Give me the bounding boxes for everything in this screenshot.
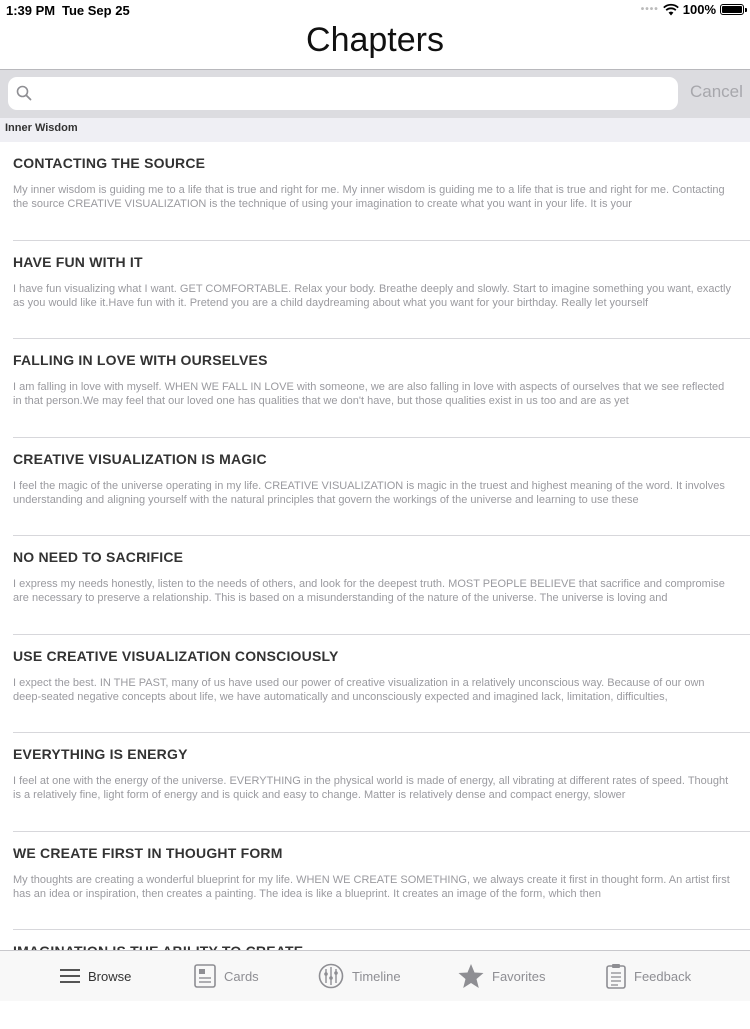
chapter-title: CONTACTING THE SOURCE [13,155,206,171]
page-title: Chapters [306,21,444,59]
status-time: 1:39 PM [6,3,56,18]
section-header: Inner Wisdom [0,118,750,142]
chapter-excerpt: I expect the best. IN THE PAST, many of us have used our power of creative visualization in a relatively unconscious way. Because of our own deep-seated negative concepts about life, we have automatically and unconsciously expected and imagined lack, limitation, difficulties, [13,676,705,703]
search-bar [0,69,750,119]
chapter-title: FALLING IN LOVE WITH OURSELVES [13,352,268,368]
chapter-row[interactable] [13,438,750,537]
chapter-excerpt: My inner wisdom is guiding me to a life that is true and right for me. My inner wisdom is guiding me to a life that is true and right for me. Contacting the source CREATIVE VISUALIZATION is the technique of using your imagination to create what you want in your life. It is your [13,184,725,210]
tab-favorites[interactable] [458,951,545,1001]
cards-icon [194,964,216,988]
chapter-row[interactable] [13,733,750,832]
status-bar [0,0,750,20]
tab-label: Cards [224,968,259,984]
chapter-excerpt: I feel at one with the energy of the universe. EVERYTHING in the physical world is made of energy, all vibrating at different rates of speed. Thought is a relatively fine, light form of energy and is quick and easy to change. Matter is relatively dense and compact energy, slower [13,775,729,801]
battery-icon [720,4,744,15]
tab-bar [0,950,750,1001]
chapter-row[interactable] [13,241,750,340]
chapter-title: CREATIVE VISUALIZATION IS MAGIC [13,450,267,467]
tab-timeline[interactable] [318,951,401,1001]
search-input[interactable] [40,77,674,112]
chapter-row[interactable] [13,142,750,241]
chapter-title: NO NEED TO SACRIFICE [13,549,184,565]
chapter-row[interactable] [13,536,750,635]
battery-fill [722,6,742,13]
chapter-excerpt: I feel the magic of the universe operating in my life. CREATIVE VISUALIZATION is magic in the truest and highest meaning of the word. It involves understanding and aligning yourself with the natural principles that govern the workings of the universe and learning to use these [13,479,725,506]
tab-browse[interactable] [60,951,131,1001]
list-icon [60,968,80,984]
battery-percent: 100% [682,2,716,17]
search-icon [16,85,32,101]
tab-label: Feedback [634,968,692,984]
wifi-icon [663,4,679,16]
search-field[interactable] [8,77,678,110]
signal-dots: •••• [640,4,659,15]
status-right [641,2,744,17]
clipboard-icon [606,963,626,989]
cancel-button[interactable]: Cancel [690,82,743,101]
chapter-excerpt: I have fun visualizing what I want. GET COMFORTABLE. Relax your body. Breathe deeply and slowly. Start to imagine something you want, exactly as you would like it.Have fun with it. Pretend you are a child daydreaming about what you want for your birthday. Really let yourself [13,282,731,309]
chapter-title: HAVE FUN WITH IT [13,253,143,270]
chapter-row[interactable] [13,832,750,931]
tab-feedback[interactable] [606,951,691,1001]
tab-label: Timeline [352,968,401,984]
chapter-excerpt: My thoughts are creating a wonderful blueprint for my life. WHEN WE CREATE SOMETHING, we always create it first in thought form. An artist first has an idea or inspiration, then creates a painting. The idea is like a blueprint. It creates an image of the form, which then [13,873,730,900]
status-date: Tue Sep 25 [62,3,130,18]
chapter-list[interactable] [0,142,750,950]
tab-cards[interactable] [194,951,259,1001]
chapter-excerpt: I am falling in love with myself. WHEN WE FALL IN LOVE with someone, we are also falling in love with aspects of ourselves that we see reflected in that person.We may feel that our loved one has qualities that we don't have, but those qualities exist in us too and are as yet [13,381,725,407]
navigation-bar [0,20,750,69]
chapter-title: USE CREATIVE VISUALIZATION CONSCIOUSLY [13,647,339,664]
chapter-title: WE CREATE FIRST IN THOUGHT FORM [13,844,283,861]
tab-label: Favorites [492,968,546,984]
timeline-icon [318,963,344,989]
chapter-excerpt: I express my needs honestly, listen to the needs of others, and look for the deepest truth. MOST PEOPLE BELIEVE that sacrifice and compromise are necessary to preserve a relationship. This is based on a misunderstanding of the nature of the universe. The universe is loving and [13,578,725,604]
tab-label: Browse [88,968,132,984]
chapter-title: EVERYTHING IS ENERGY [13,746,188,762]
star-icon [458,963,484,989]
chapter-row[interactable] [13,339,750,438]
chapter-row[interactable] [13,635,750,734]
